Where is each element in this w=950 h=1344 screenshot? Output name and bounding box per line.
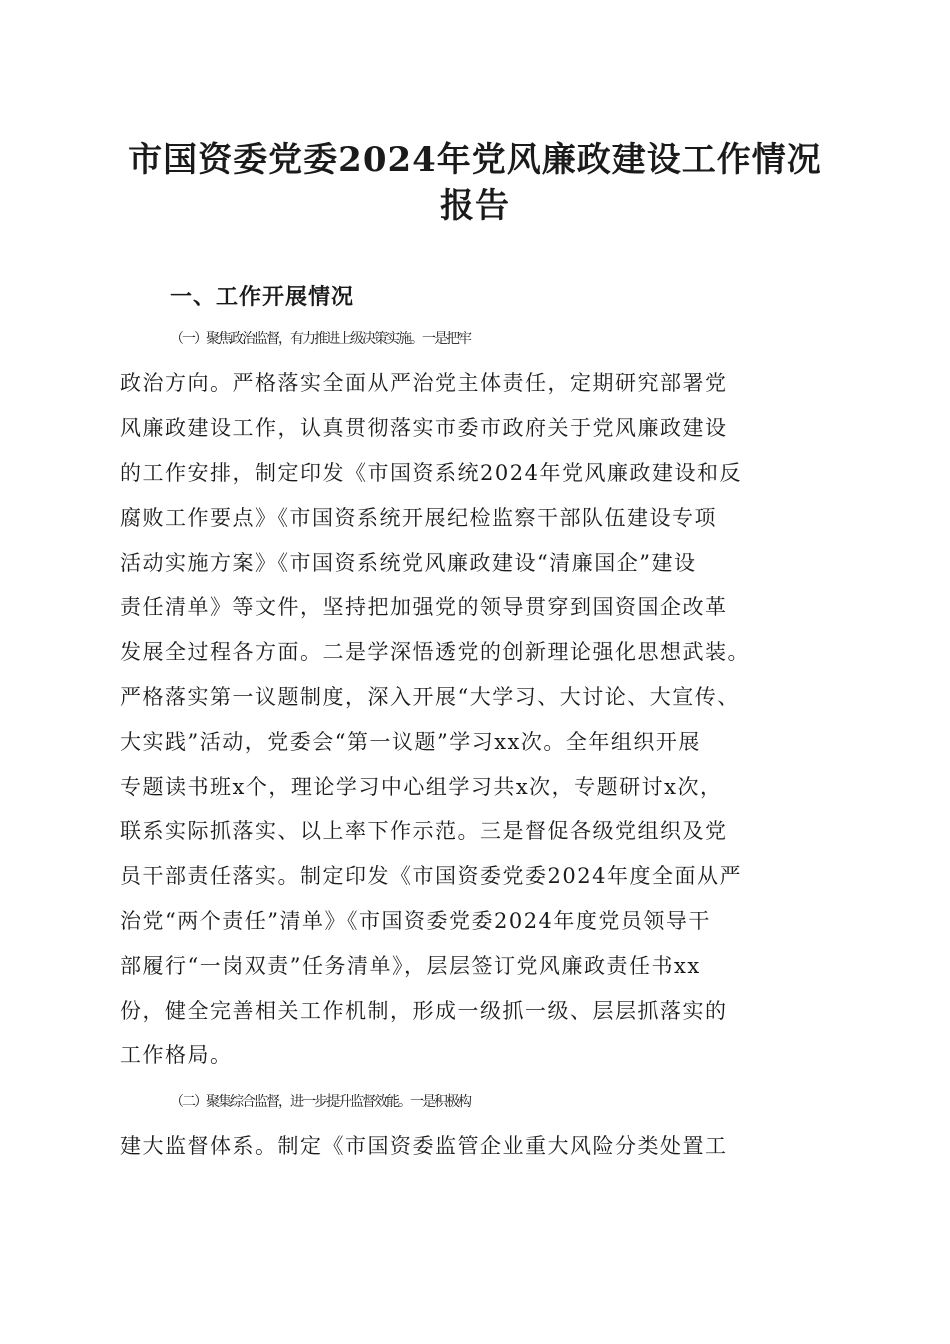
- paragraph-2-line: （二）聚集综合监督，进一步提升监督效能。一是积极构: [170, 1094, 470, 1110]
- paragraph-1-line: 部履行“一岗双责”任务清单》，层层签订党风廉政责任书xx: [120, 954, 701, 978]
- paragraph-1-line: 发展全过程各方面。二是学深悟透党的创新理论强化思想武装。: [120, 640, 750, 664]
- paragraph-1-line: 专题读书班x个，理论学习中心组学习共x次，专题研讨x次，: [120, 775, 723, 799]
- document-title-line-2: 报告: [440, 186, 510, 226]
- paragraph-1-line: 大实践”活动，党委会“第一议题”学习xx次。全年组织开展: [120, 730, 701, 754]
- paragraph-1-line: 的工作安排，制定印发《市国资系统2024年党风廉政建设和反: [120, 461, 742, 485]
- paragraph-1-line: 员干部责任落实。制定印发《市国资委党委2024年度全面从严: [120, 864, 742, 888]
- paragraph-1-line: 联系实际抓落实、以上率下作示范。三是督促各级党组织及党: [120, 819, 728, 843]
- paragraph-1-line: 活动实施方案》《市国资系统党风廉政建设“清廉国企”建设: [120, 551, 697, 575]
- section-heading-work-progress: 一、工作开展情况: [170, 285, 355, 310]
- paragraph-1-line: 份，健全完善相关工作机制，形成一级抓一级、层层抓落实的: [120, 999, 728, 1023]
- paragraph-1-line: （一）聚焦政治监督，有力推进上级决策实施。一是把牢: [170, 331, 470, 347]
- paragraph-1-line: 严格落实第一议题制度，深入开展“大学习、大讨论、大宣传、: [120, 685, 740, 709]
- paragraph-1-line: 腐败工作要点》《市国资系统开展纪检监察干部队伍建设专项: [120, 506, 717, 530]
- paragraph-1-line: 政治方向。严格落实全面从严治党主体责任，定期研究部署党: [120, 371, 728, 395]
- paragraph-1-line: 治党“两个责任”清单》《市国资委党委2024年度党员领导干: [120, 909, 711, 933]
- paragraph-1-line: 责任清单》等文件，坚持把加强党的领导贯穿到国资国企改革: [120, 595, 728, 619]
- paragraph-1-line: 工作格局。: [120, 1043, 233, 1067]
- paragraph-2-line: 建大监督体系。制定《市国资委监管企业重大风险分类处置工: [120, 1134, 728, 1158]
- paragraph-1-line: 风廉政建设工作，认真贯彻落实市委市政府关于党风廉政建设: [120, 416, 728, 440]
- document-title-line-1: 市国资委党委2024年党风廉政建设工作情况: [128, 140, 822, 180]
